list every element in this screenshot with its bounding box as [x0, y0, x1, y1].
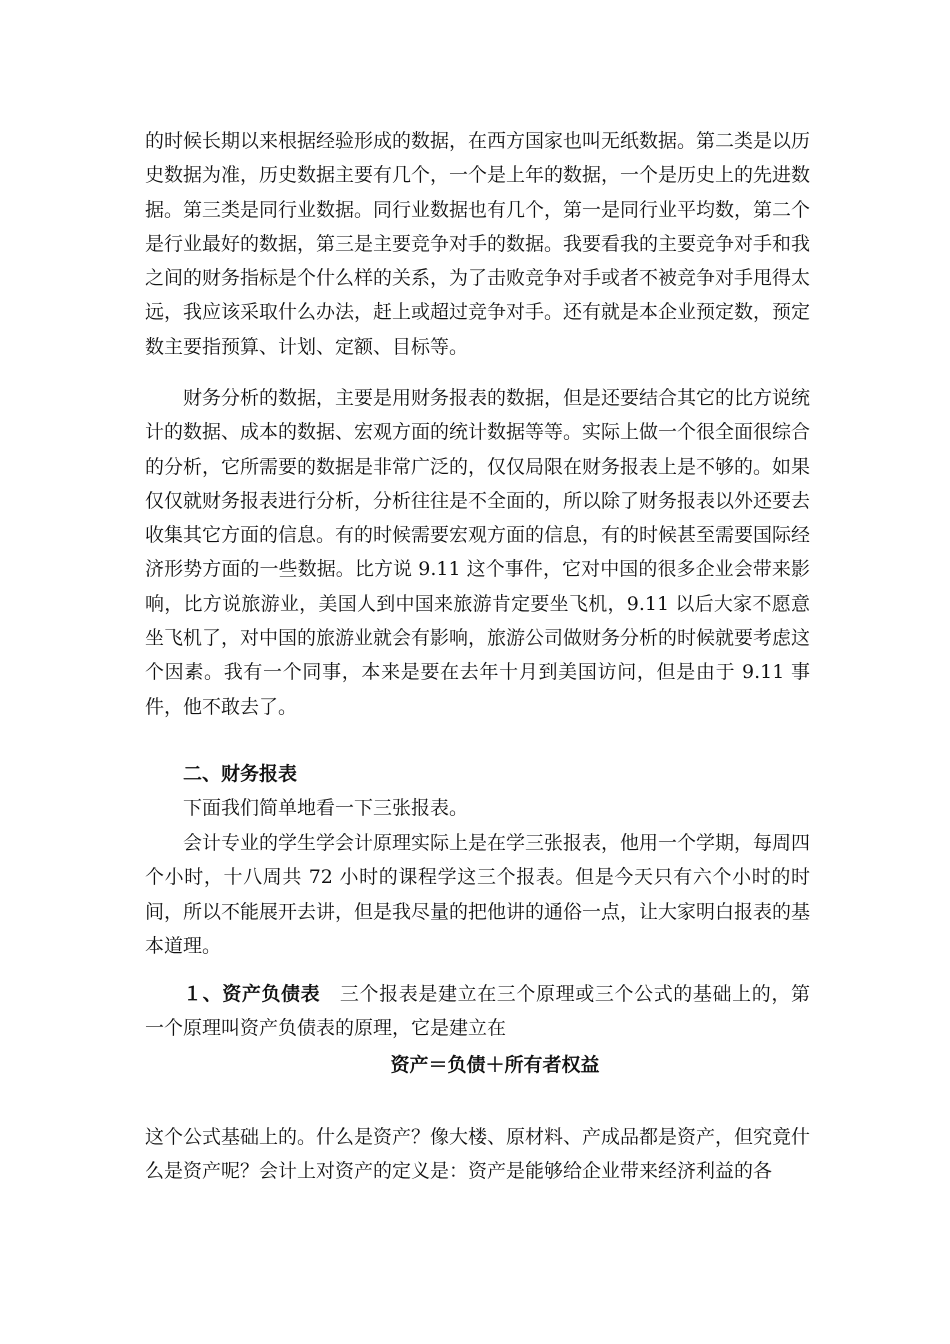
section-heading-financial-statements: 二、财务报表: [183, 763, 298, 785]
paragraph-asset-definition: 这个公式基础上的。什么是资产？像大楼、原材料、产成品都是资产，但究竟什么是资产呢？会计上对资产的定义是：资产是能够给企业带来经济利益的各: [145, 1126, 811, 1183]
paragraph-accounting-course: 会计专业的学生学会计原理实际上是在学三张报表，他用一个学期，每周四个小时，十八周共 72 小时的课程学这三个报表。但是今天只有六个小时的时间，所以不能展开去讲，但是我尽量的把他讲的通俗一点，让大家明白报表的基本道理。: [145, 832, 811, 957]
paragraph-three-statements-intro: 下面我们简单地看一下三张报表。: [183, 797, 469, 819]
accounting-equation: 资产＝负债＋所有者权益: [390, 1054, 600, 1076]
balance-sheet-text: 三个报表是建立在三个原理或三个公式的基础上的，第一个原理叫资产负债表的原理，它是建立在: [145, 983, 810, 1040]
paragraph-benchmark-data: 的时候长期以来根据经验形成的数据，在西方国家也叫无纸数据。第二类是以历史数据为准，历史数据主要有几个，一个是上年的数据，一个是历史上的先进数据。第三类是同行业数据。同行业数据也有几个，第一是同行业平均数，第二个是行业最好的数据，第三是主要竞争对手的数据。我要看我的主要竞争对手和我之间的财务指标是个什么样的关系，为了击败竞争对手或者不被竞争对手甩得太远，我应该采取什么办法，赶上或超过竞争对手。还有就是本企业预定数，预定数主要指预算、计划、定额、目标等。: [145, 130, 811, 358]
paragraph-data-sources: 财务分析的数据，主要是用财务报表的数据，但是还要结合其它的比方说统计的数据、成本的数据、宏观方面的统计数据等等。实际上做一个很全面很综合的分析，它所需要的数据是非常广泛的，仅仅局限在财务报表上是不够的。如果仅仅就财务报表进行分析，分析往往是不全面的，所以除了财务报表以外还要去收集其它方面的信息。有的时候需要宏观方面的信息，有的时候甚至需要国际经济形势方面的一些数据。比方说 9.11 这个事件，它对中国的很多企业会带来影响，比方说旅游业，美国人到中国来旅游肯定要坐飞机，9.11 以后大家不愿意坐飞机了，对中国的旅游业就会有影响，旅游公司做财务分析的时候就要考虑这个因素。我有一个同事，本来是要在去年十月到美国访问，但是由于 9.11 事件，他不敢去了。: [145, 387, 811, 718]
subheading-balance-sheet: １、资产负债表: [183, 983, 321, 1005]
paragraph-balance-sheet: [145, 977, 810, 1046]
